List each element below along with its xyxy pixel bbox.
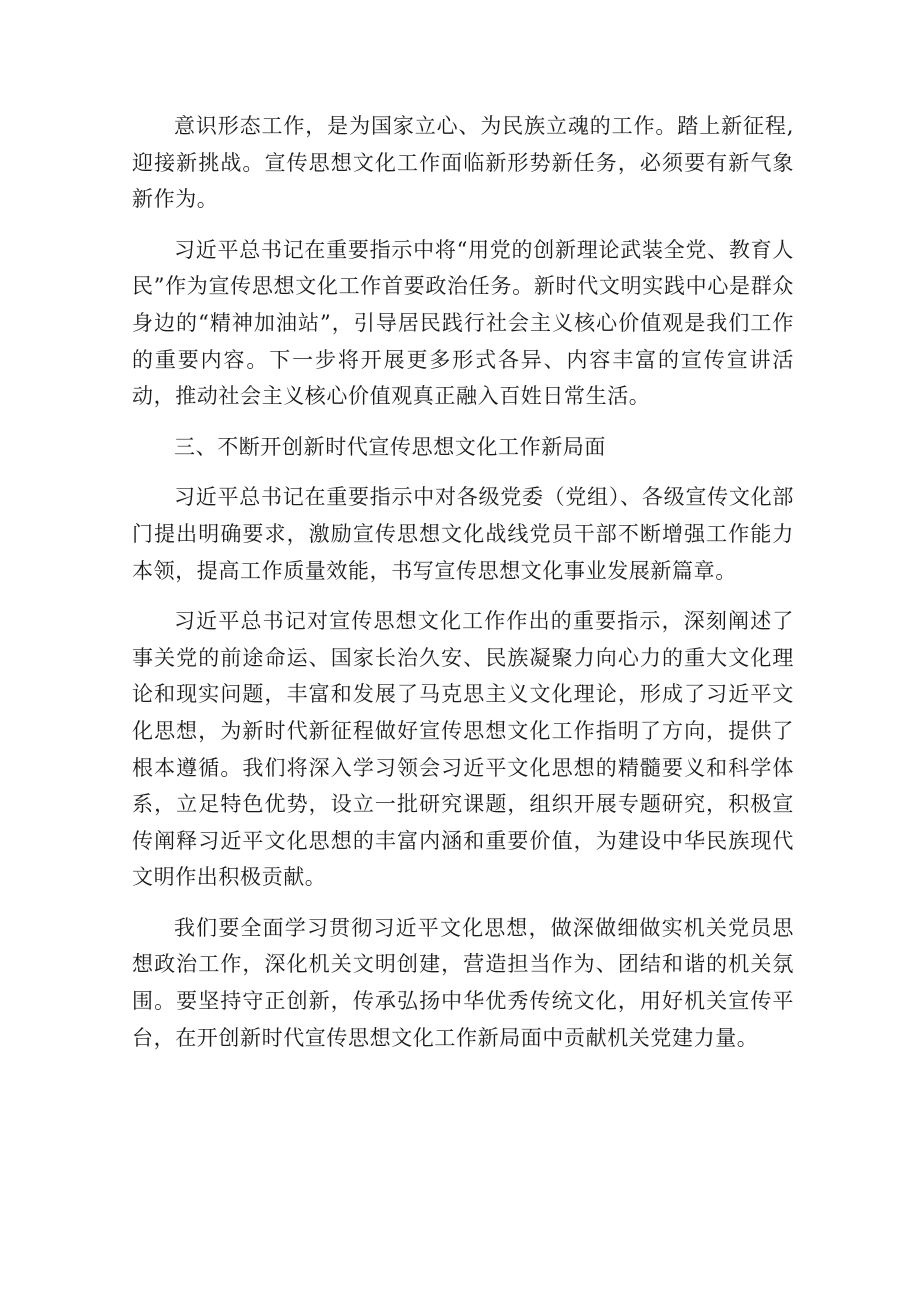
paragraph-culture-thought: 习近平总书记对宣传思想文化工作作出的重要指示，深刻阐述了事关党的前途命运、国家长治久安、民族凝聚力向心力的重大文化理论和现实问题，丰富和发展了马克思主义文化理论，形成了习近平文化思想，为新时代新征程做好宣传思想文化工作指明了方向，提供了根本遵循。我们将深入学习领会习近平文化思想的精髓要义和科学体系，立足特色优势，设立一批研究课题，组织开展专题研究，积极宣传阐释习近平文化思想的丰富内涵和重要价值，为建设中华民族现代文明作出积极贡献。 — [132, 609, 794, 890]
section-heading-three: 三、不断开创新时代宣传思想文化工作新局面 — [174, 434, 606, 459]
document-body — [132, 108, 794, 1070]
paragraph-ideology-work: 意识形态工作，是为国家立心、为民族立魂的工作。踏上新征程,迎接新挑战。宣传思想文化工作面临新形势新任务，必须要有新气象新作为。 — [132, 114, 794, 212]
paragraph-important-instructions: 习近平总书记在重要指示中将“用党的创新理论武装全党、教育人民”作为宣传思想文化工作首要政治任务。新时代文明实践中心是群众身边的“精神加油站”，引导居民践行社会主义核心价值观是我们工作的重要内容。下一步将开展更多形式各异、内容丰富的宣传宣讲活动，推动社会主义核心价值观真正融入百姓日常生活。 — [132, 237, 794, 409]
paragraph-requirements: 习近平总书记在重要指示中对各级党委（党组）、各级宣传文化部门提出明确要求，激励宣传思想文化战线党员干部不断增强工作能力本领，提高工作质量效能，书写宣传思想文化事业发展新篇章。 — [132, 485, 794, 583]
paragraph-party-building: 我们要全面学习贯彻习近平文化思想，做深做细做实机关党员思想政治工作，深化机关文明创建，营造担当作为、团结和谐的机关氛围。要坚持守正创新，传承弘扬中华优秀传统文化，用好机关宣传平台，在开创新时代宣传思想文化工作新局面中贡献机关党建力量。 — [132, 915, 794, 1050]
